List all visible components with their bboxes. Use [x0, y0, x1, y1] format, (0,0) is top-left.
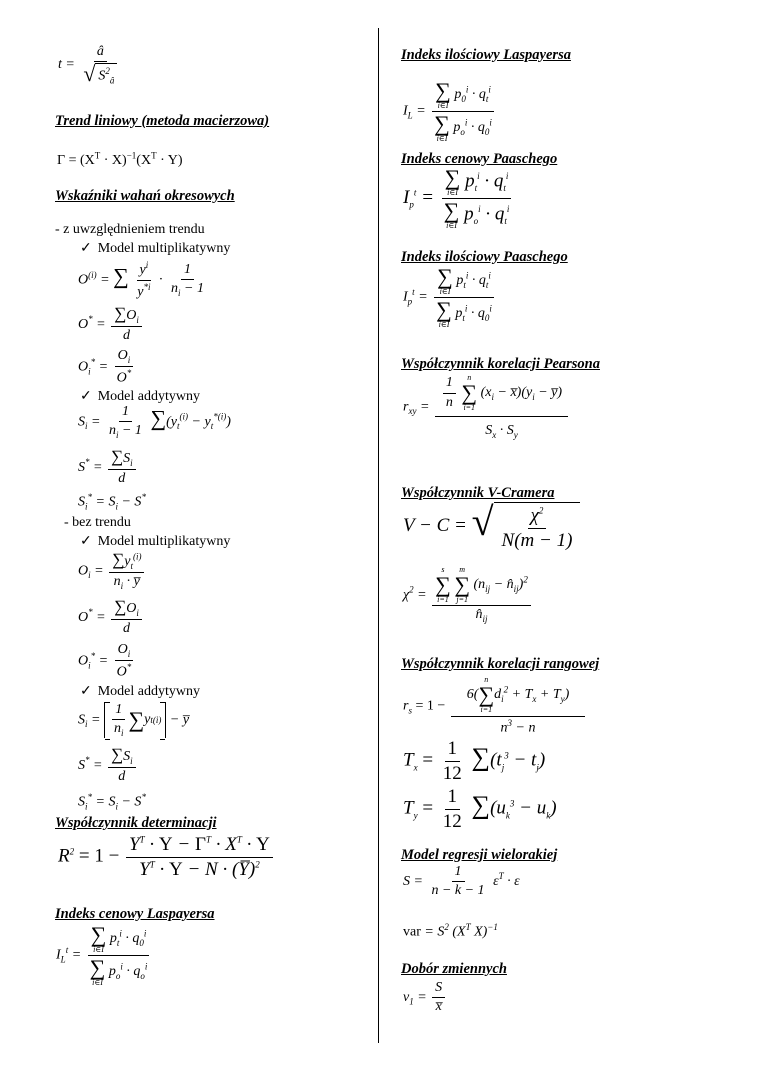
formula-laspeyres-cenowy: $I_L^t$ = ∑ i∈I $p_t^i \cdot q_0^i$ ∑ i∈I $p_o^i \cdot q_o^i$ [56, 922, 148, 987]
formula-chi-squared: $\chi^2$ = s ∑ i=1 m ∑ j=1 ($n_{ij}$ − $n̂_{ij})^2$ $n̂_{ij}$ [403, 566, 533, 624]
t-statistic-formula: t = â √ $S^2_â$ [58, 44, 122, 86]
check-icon: ✓ [80, 241, 92, 256]
check-icon: ✓ [80, 534, 92, 549]
formula-O-i-star-1: $O_i^*$ = $\frac{O_i}{O^*}$ [78, 348, 132, 386]
heading-korelacja-rangowa: Współczynnik korelacji rangowej [401, 656, 600, 672]
formula-O-star-1: O* = $\frac{\sum O_i}{d}$ [78, 305, 144, 344]
heading-regresja-wieloraka: Model regresji wielorakiej [401, 847, 558, 863]
heading-indeks-ilosciowy-paaschego: Indeks ilościowy Paaschego [401, 249, 568, 265]
heading-dobor-zmiennych: Dobór zmiennych [401, 961, 507, 977]
formula-r-s: $r_s = 1$ − 6( n ∑ i=1 $d_i^2 + T_x + T_y$) $n^3 - n$ [403, 676, 587, 737]
label-model-multiplikatywny-2: ✓ Model multiplikatywny [80, 534, 231, 549]
formula-S-regresja: S = $\frac{1}{n - k - 1}$ $\varepsilon^T \cdot \varepsilon$ [403, 864, 520, 899]
label-bez-trendu: - bez trendu [64, 515, 131, 530]
heading-trend-liniowy: Trend liniowy (metoda macierzowa) [55, 113, 270, 129]
formula-v-cramera: V − C = √ $\frac{\chi^2}{N(m - 1)}$ [403, 502, 580, 552]
label-model-multiplikatywny-1: ✓ Model multiplikatywny [80, 241, 231, 256]
gamma-matrix-formula: $\Gamma = (X^T \cdot X)^{-1}(X^T \cdot Y)$ [57, 150, 183, 168]
formula-nu-1: $\nu_1$ = $\frac{S}{x̅}$ [403, 980, 447, 1015]
formula-T-x: $T_x$ = $\frac{1}{12}$ $\sum(t_j^3 - t_j)$ [403, 738, 546, 784]
formula-O-i-mult-trend: $O^{(i)}$ = ∑ $\frac{y^i}{y^{*i}}$ · $\frac{1}{n_i - 1}$ [78, 260, 204, 300]
label-model-addytywny-2: ✓ Model addytywny [80, 684, 200, 699]
heading-indeks-ilosciowy-laspeyresa: Indeks ilościowy Laspayersa [401, 47, 571, 63]
label-z-trendem: - z uwzględnieniem trendu [55, 222, 205, 237]
formula-paasche-ilosciowy: $I_p^t$ = ∑ i∈I $p_t^i \cdot q_t^i$ ∑ i∈I $p_t^i \cdot q_0^i$ [403, 264, 492, 329]
formula-laspeyres-ilosciowy: $I_L$ = ∑ i∈I $p_0^i \cdot q_t^i$ ∑ i∈I $p_o^i \cdot q_0^i$ [403, 78, 492, 143]
formula-O-star-2: O* = $\frac{\sum O_i}{d}$ [78, 598, 144, 637]
check-icon: ✓ [80, 389, 92, 404]
check-icon: ✓ [80, 684, 92, 699]
formula-S-i-star-1: $S_i^* = S_i - S^*$ [78, 492, 146, 512]
formula-O-i-mult-no-trend: $O_i$ = $\frac{\sum y_t^{(i)}}{n_i \cdot y̅}$ [78, 551, 146, 591]
heading-v-cramera: Współczynnik V-Cramera [401, 485, 555, 501]
heading-pearson: Współczynnik korelacji Pearsona [401, 356, 600, 372]
formula-R-squared: $R^2 = 1$ − $\frac{Y^T \cdot Y - \Gamma^T \cdot X^T \cdot Y}{Y^T \cdot Y - N \cdot (Y̅)^2}$ [58, 834, 275, 881]
formula-T-y: $T_y$ = $\frac{1}{12}$ $\sum(u_k^3 - u_k)$ [403, 786, 557, 832]
formula-S-i-add-trend: $S_i$ = $\frac{1}{n_i - 1}$ $\sum(y_t^{(i)} - y_t^{*(i)})$ [78, 404, 231, 440]
heading-indeks-cenowy-laspeyresa: Indeks cenowy Laspayersa [55, 906, 215, 922]
formula-paasche-cenowy: $I_p^t$ = ∑ i∈I $p_t^i \cdot q_t^i$ ∑ i∈I $p_o^i \cdot q_t^i$ [403, 165, 510, 230]
formula-pearson: $r_{xy}$ = $\frac{1}{n}$ n ∑ i=1 ($x_i$ − $x̅)(y_i$ − y̅) $S_x \cdot S_y$ [403, 374, 570, 440]
heading-indeks-cenowy-paaschego: Indeks cenowy Paaschego [401, 151, 558, 167]
formula-O-i-star-2: $O_i^*$ = $\frac{O_i}{O^*}$ [78, 642, 132, 680]
heading-wspolczynnik-determinacji: Współczynnik determinacji [55, 815, 217, 831]
formula-S-i-add-no-trend: $S_i$ = 1 $n_i$ ∑ y t (i) − y̅ [78, 702, 190, 738]
heading-wskazniki: Wskaźniki wahań okresowych [55, 188, 235, 204]
formula-S-star-2: S* = $\frac{\sum S_i}{d}$ [78, 746, 138, 785]
formula-S-i-star-2: $S_i^* = S_i - S^*$ [78, 792, 146, 812]
formula-var: var = $S^2$ ($X^T$ X)$^{-1}$ [403, 922, 498, 940]
column-divider [378, 28, 379, 1043]
formula-S-star-1: S* = $\frac{\sum S_i}{d}$ [78, 448, 138, 487]
label-model-addytywny-1: ✓ Model addytywny [80, 389, 200, 404]
